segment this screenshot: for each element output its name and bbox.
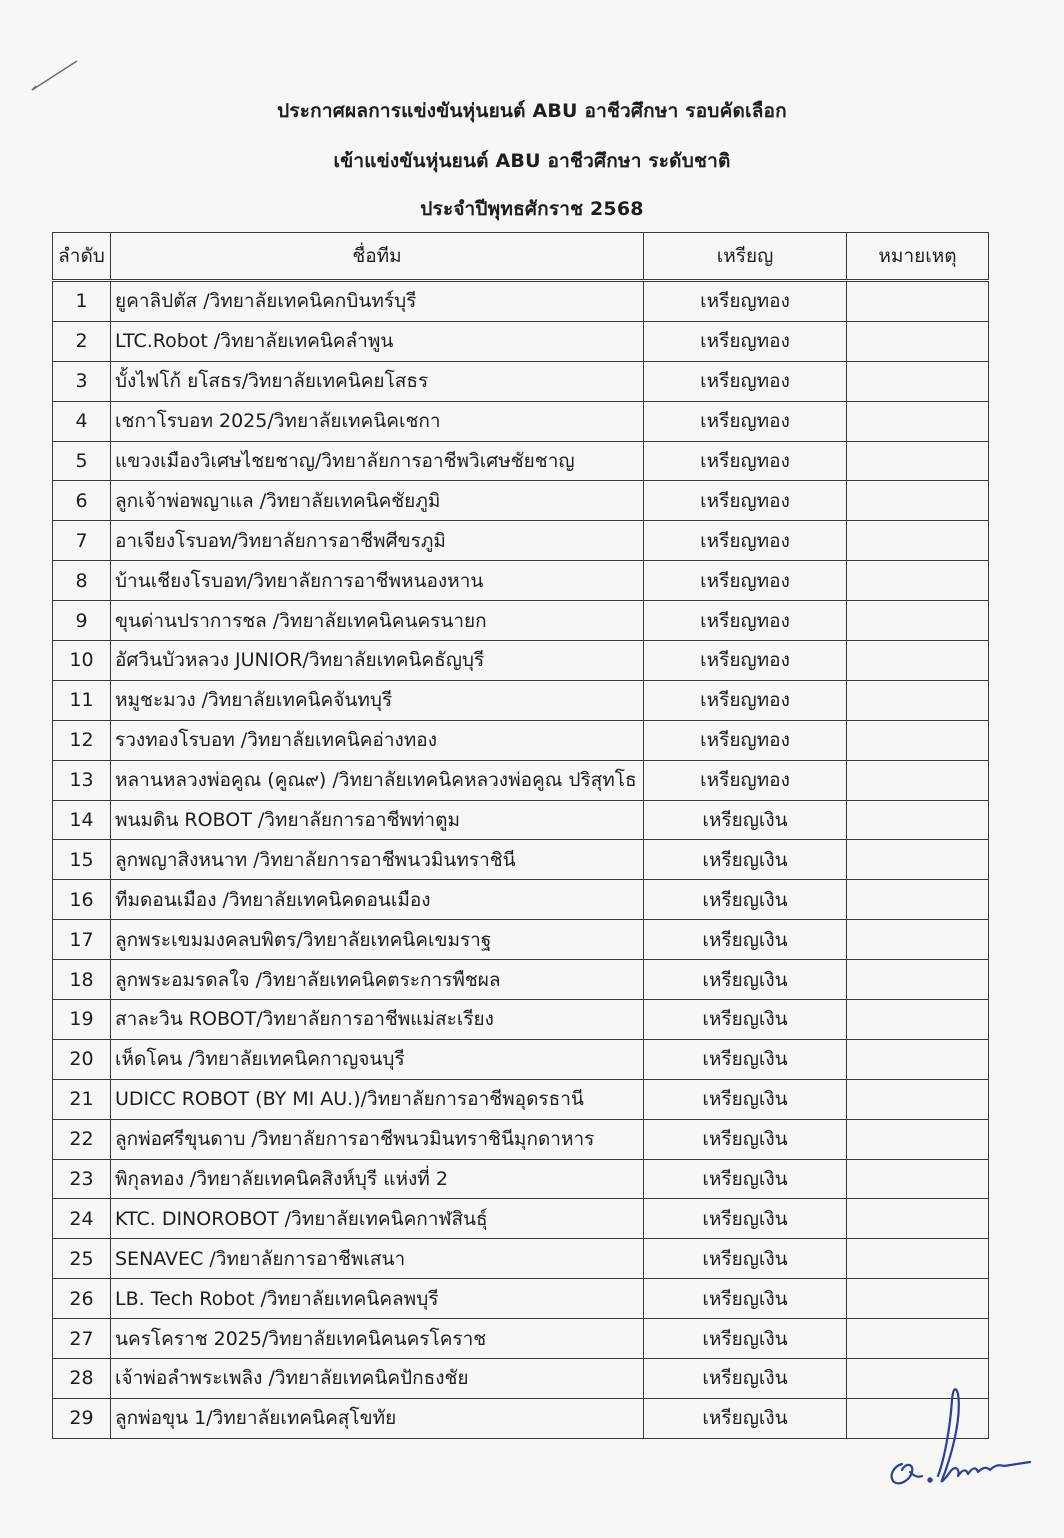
team-name: พนมดิน ROBOT /วิทยาลัยการอาชีพท่าตูม	[111, 800, 644, 840]
note	[847, 1319, 989, 1359]
table-row	[53, 680, 989, 720]
row-number: 7	[53, 521, 111, 561]
medal: เหรียญเงิน	[644, 1199, 847, 1239]
medal: เหรียญเงิน	[644, 1119, 847, 1159]
medal: เหรียญเงิน	[644, 1279, 847, 1319]
note	[847, 441, 989, 481]
table-row	[53, 281, 989, 322]
team-name: รวงทองโรบอท /วิทยาลัยเทคนิคอ่างทอง	[111, 720, 644, 760]
table-row	[53, 601, 989, 641]
note	[847, 920, 989, 960]
team-name: เจ้าพ่อลำพระเพลิง /วิทยาลัยเทคนิคปักธงชัย	[111, 1359, 644, 1399]
table-row	[53, 1079, 989, 1119]
table-body	[53, 281, 989, 1439]
row-number: 9	[53, 601, 111, 641]
row-number: 21	[53, 1079, 111, 1119]
title-line-2: เข้าแข่งขันหุ่นยนต์ ABU อาชีวศึกษา ระดับชาติ	[333, 150, 731, 172]
medal: เหรียญเงิน	[644, 1398, 847, 1438]
team-name: UDICC ROBOT (BY MI AU.)/วิทยาลัยการอาชีพอุดรธานี	[111, 1079, 644, 1119]
medal: เหรียญเงิน	[644, 920, 847, 960]
table-row	[53, 441, 989, 481]
medal: เหรียญเงิน	[644, 840, 847, 880]
team-name: อัศวินบัวหลวง JUNIOR/วิทยาลัยเทคนิคธัญบุรี	[111, 641, 644, 681]
medal: เหรียญทอง	[644, 401, 847, 441]
table-row	[53, 641, 989, 681]
note	[847, 401, 989, 441]
row-number: 29	[53, 1398, 111, 1438]
row-number: 19	[53, 1000, 111, 1040]
team-name: พิกุลทอง /วิทยาลัยเทคนิคสิงห์บุรี แห่งที่ 2	[111, 1159, 644, 1199]
note	[847, 1000, 989, 1040]
note	[847, 760, 989, 800]
table-row	[53, 800, 989, 840]
medal: เหรียญเงิน	[644, 960, 847, 1000]
row-number: 13	[53, 760, 111, 800]
row-number: 16	[53, 880, 111, 920]
team-name: เชกาโรบอท 2025/วิทยาลัยเทคนิคเชกา	[111, 401, 644, 441]
note	[847, 281, 989, 322]
table-row	[53, 361, 989, 401]
note	[847, 321, 989, 361]
results-table	[52, 232, 989, 1439]
row-number: 17	[53, 920, 111, 960]
note	[847, 1239, 989, 1279]
note	[847, 361, 989, 401]
note	[847, 680, 989, 720]
medal: เหรียญทอง	[644, 521, 847, 561]
note	[847, 800, 989, 840]
note	[847, 720, 989, 760]
medal: เหรียญทอง	[644, 321, 847, 361]
pen-stroke-mark	[30, 58, 80, 94]
medal: เหรียญทอง	[644, 561, 847, 601]
team-name: ขุนด่านปราการชล /วิทยาลัยเทคนิคนครนายก	[111, 601, 644, 641]
row-number: 5	[53, 441, 111, 481]
medal: เหรียญทอง	[644, 281, 847, 322]
medal: เหรียญทอง	[644, 601, 847, 641]
note	[847, 601, 989, 641]
team-name: ยูคาลิปตัส /วิทยาลัยเทคนิคกบินทร์บุรี	[111, 281, 644, 322]
medal: เหรียญทอง	[644, 760, 847, 800]
table-row	[53, 521, 989, 561]
row-number: 22	[53, 1119, 111, 1159]
table-row	[53, 1159, 989, 1199]
note	[847, 1079, 989, 1119]
medal: เหรียญเงิน	[644, 1359, 847, 1399]
team-name: KTC. DINOROBOT /วิทยาลัยเทคนิคกาฬสินธุ์	[111, 1199, 644, 1239]
team-name: หลานหลวงพ่อคูณ (คูณ๙) /วิทยาลัยเทคนิคหลวงพ่อคูณ ปริสุทโธ	[111, 760, 644, 800]
table-row	[53, 1359, 989, 1399]
row-number: 2	[53, 321, 111, 361]
table-row	[53, 1039, 989, 1079]
header-medal: เหรียญ	[644, 233, 847, 281]
row-number: 28	[53, 1359, 111, 1399]
medal: เหรียญเงิน	[644, 1159, 847, 1199]
note	[847, 481, 989, 521]
table-row	[53, 1398, 989, 1438]
team-name: อาเจียงโรบอท/วิทยาลัยการอาชีพศีขรภูมิ	[111, 521, 644, 561]
medal: เหรียญเงิน	[644, 1319, 847, 1359]
medal: เหรียญเงิน	[644, 800, 847, 840]
row-number: 24	[53, 1199, 111, 1239]
row-number: 8	[53, 561, 111, 601]
note	[847, 1279, 989, 1319]
row-number: 1	[53, 281, 111, 322]
row-number: 27	[53, 1319, 111, 1359]
row-number: 15	[53, 840, 111, 880]
row-number: 11	[53, 680, 111, 720]
team-name: แขวงเมืองวิเศษไชยชาญ/วิทยาลัยการอาชีพวิเศษชัยชาญ	[111, 441, 644, 481]
medal: เหรียญทอง	[644, 641, 847, 681]
team-name: ลูกพระอมรดลใจ /วิทยาลัยเทคนิคตระการพืชผล	[111, 960, 644, 1000]
header-note: หมายเหตุ	[847, 233, 989, 281]
medal: เหรียญเงิน	[644, 880, 847, 920]
table-row	[53, 760, 989, 800]
table-row	[53, 321, 989, 361]
medal: เหรียญเงิน	[644, 1239, 847, 1279]
medal: เหรียญทอง	[644, 441, 847, 481]
medal: เหรียญเงิน	[644, 1000, 847, 1040]
note	[847, 561, 989, 601]
team-name: นครโคราช 2025/วิทยาลัยเทคนิคนครโคราช	[111, 1319, 644, 1359]
row-number: 20	[53, 1039, 111, 1079]
row-number: 18	[53, 960, 111, 1000]
row-number: 14	[53, 800, 111, 840]
table-row	[53, 1279, 989, 1319]
table-row	[53, 401, 989, 441]
team-name: LB. Tech Robot /วิทยาลัยเทคนิคลพบุรี	[111, 1279, 644, 1319]
team-name: บั้งไฟโก้ ยโสธร/วิทยาลัยเทคนิคยโสธร	[111, 361, 644, 401]
note	[847, 880, 989, 920]
note	[847, 641, 989, 681]
handwritten-signature	[880, 1380, 1040, 1490]
table-row	[53, 1119, 989, 1159]
row-number: 4	[53, 401, 111, 441]
row-number: 23	[53, 1159, 111, 1199]
title-line-1: ประกาศผลการแข่งขันหุ่นยนต์ ABU อาชีวศึกษา รอบคัดเลือก	[277, 100, 787, 122]
team-name: เห็ดโคน /วิทยาลัยเทคนิคกาญจนบุรี	[111, 1039, 644, 1079]
row-number: 25	[53, 1239, 111, 1279]
team-name: ลูกพระเขมมงคลบพิตร/วิทยาลัยเทคนิคเขมราฐ	[111, 920, 644, 960]
team-name: บ้านเชียงโรบอท/วิทยาลัยการอาชีพหนองหาน	[111, 561, 644, 601]
table-row	[53, 880, 989, 920]
header-team: ชื่อทีม	[111, 233, 644, 281]
note	[847, 1199, 989, 1239]
row-number: 26	[53, 1279, 111, 1319]
table-row	[53, 960, 989, 1000]
row-number: 10	[53, 641, 111, 681]
medal: เหรียญทอง	[644, 720, 847, 760]
note	[847, 840, 989, 880]
table-row	[53, 1319, 989, 1359]
table-header	[53, 233, 989, 281]
table-row	[53, 1239, 989, 1279]
medal: เหรียญทอง	[644, 361, 847, 401]
title-line-3: ประจำปีพุทธศักราช 2568	[420, 198, 644, 220]
team-name: ลูกพ่อศรีขุนดาบ /วิทยาลัยการอาชีพนวมินทราชินีมุกดาหาร	[111, 1119, 644, 1159]
table-row	[53, 920, 989, 960]
table-row	[53, 1199, 989, 1239]
team-name: ลูกพ่อขุน 1/วิทยาลัยเทคนิคสุโขทัย	[111, 1398, 644, 1438]
row-number: 3	[53, 361, 111, 401]
team-name: ลูกเจ้าพ่อพญาแล /วิทยาลัยเทคนิคชัยภูมิ	[111, 481, 644, 521]
team-name: สาละวิน ROBOT/วิทยาลัยการอาชีพแม่สะเรียง	[111, 1000, 644, 1040]
team-name: ทีมดอนเมือง /วิทยาลัยเทคนิคดอนเมือง	[111, 880, 644, 920]
team-name: LTC.Robot /วิทยาลัยเทคนิคลำพูน	[111, 321, 644, 361]
medal: เหรียญเงิน	[644, 1039, 847, 1079]
medal: เหรียญทอง	[644, 481, 847, 521]
row-number: 6	[53, 481, 111, 521]
header-row	[53, 233, 989, 281]
table-row	[53, 720, 989, 760]
table-row	[53, 840, 989, 880]
table-row	[53, 561, 989, 601]
team-name: SENAVEC /วิทยาลัยการอาชีพเสนา	[111, 1239, 644, 1279]
note	[847, 1159, 989, 1199]
table-row	[53, 481, 989, 521]
note	[847, 521, 989, 561]
team-name: หมูชะมวง /วิทยาลัยเทคนิคจันทบุรี	[111, 680, 644, 720]
table-row	[53, 1000, 989, 1040]
medal: เหรียญเงิน	[644, 1079, 847, 1119]
note	[847, 1039, 989, 1079]
row-number: 12	[53, 720, 111, 760]
team-name: ลูกพญาสิงหนาท /วิทยาลัยการอาชีพนวมินทราชินี	[111, 840, 644, 880]
note	[847, 960, 989, 1000]
note	[847, 1119, 989, 1159]
header-no: ลำดับ	[53, 233, 111, 281]
medal: เหรียญทอง	[644, 680, 847, 720]
